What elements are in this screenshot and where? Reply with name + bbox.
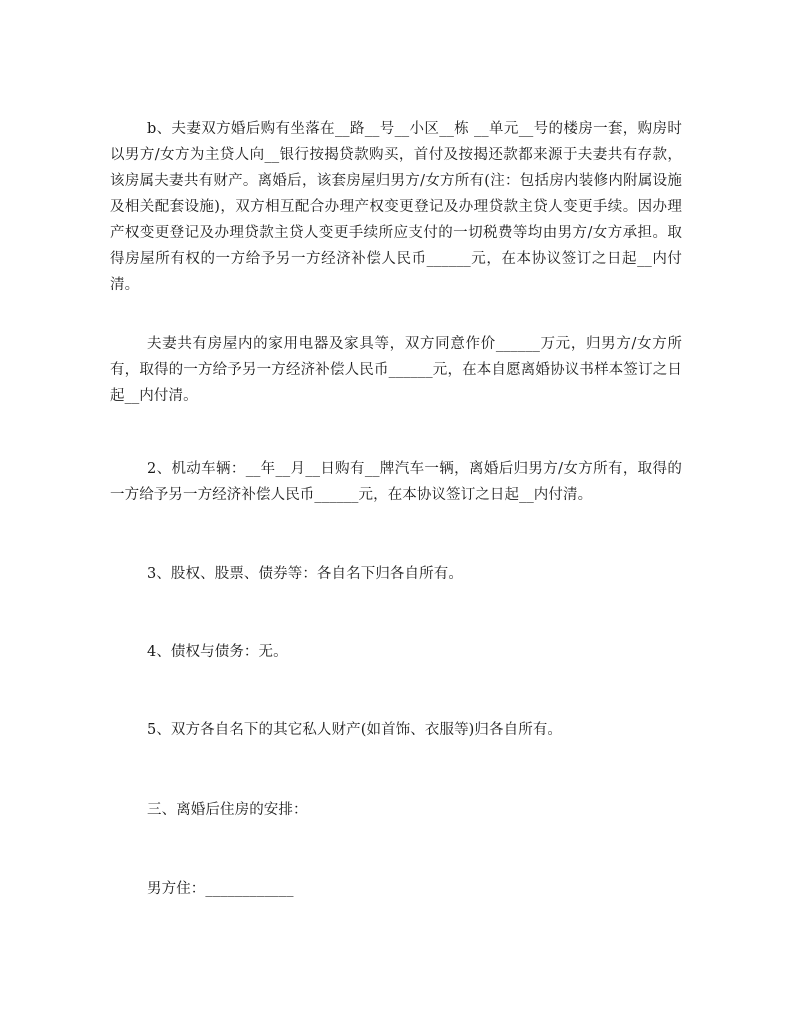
paragraph-equity-stocks: 3、股权、股票、债券等：各自名下归各自所有。: [147, 566, 463, 582]
paragraph-appliances-furniture: 夫妻共有房屋内的家用电器及家具等，双方同意作价______万元，归男方/女方所有，取得的一方给予另一方经济补偿人民币______元，在本自愿离婚协议书样本签订之日起__内付清。: [110, 336, 682, 404]
paragraph-male-residence: 男方住：____________: [147, 881, 294, 897]
section-heading-housing: 三、离婚后住房的安排：: [147, 802, 308, 818]
paragraph-motor-vehicle: 2、机动车辆：__年__月__日购有__牌汽车一辆，离婚后归男方/女方所有，取得的一方给予另一方经济补偿人民币______元，在本协议签订之日起__内付清。: [110, 461, 682, 503]
paragraph-private-property: 5、双方各自名下的其它私人财产(如首饰、衣服等)归各自所有。: [147, 722, 563, 738]
paragraph-debts: 4、债权与债务：无。: [147, 644, 288, 660]
paragraph-house-property: b、夫妻双方婚后购有坐落在__路__号__小区__栋 __单元__号的楼房一套，购房时以男方/女方为主贷人向__银行按揭贷款购买，首付及按揭还款都来源于夫妻共有存款，该房属夫妻共有财产。离婚后，该套房屋归男方/女方所有(注：包括房内装修内附属设施及相关配套设施)，双方相互配合办理产权变更登记及办理贷款主贷人变更手续。因办理产权变更登记及办理贷款主贷人变更手续所应支付的一切税费等均由男方/女方承担。取得房屋所有权的一方给予另一方经济补偿人民币______元，在本协议签订之日起__内付清。: [110, 121, 682, 293]
